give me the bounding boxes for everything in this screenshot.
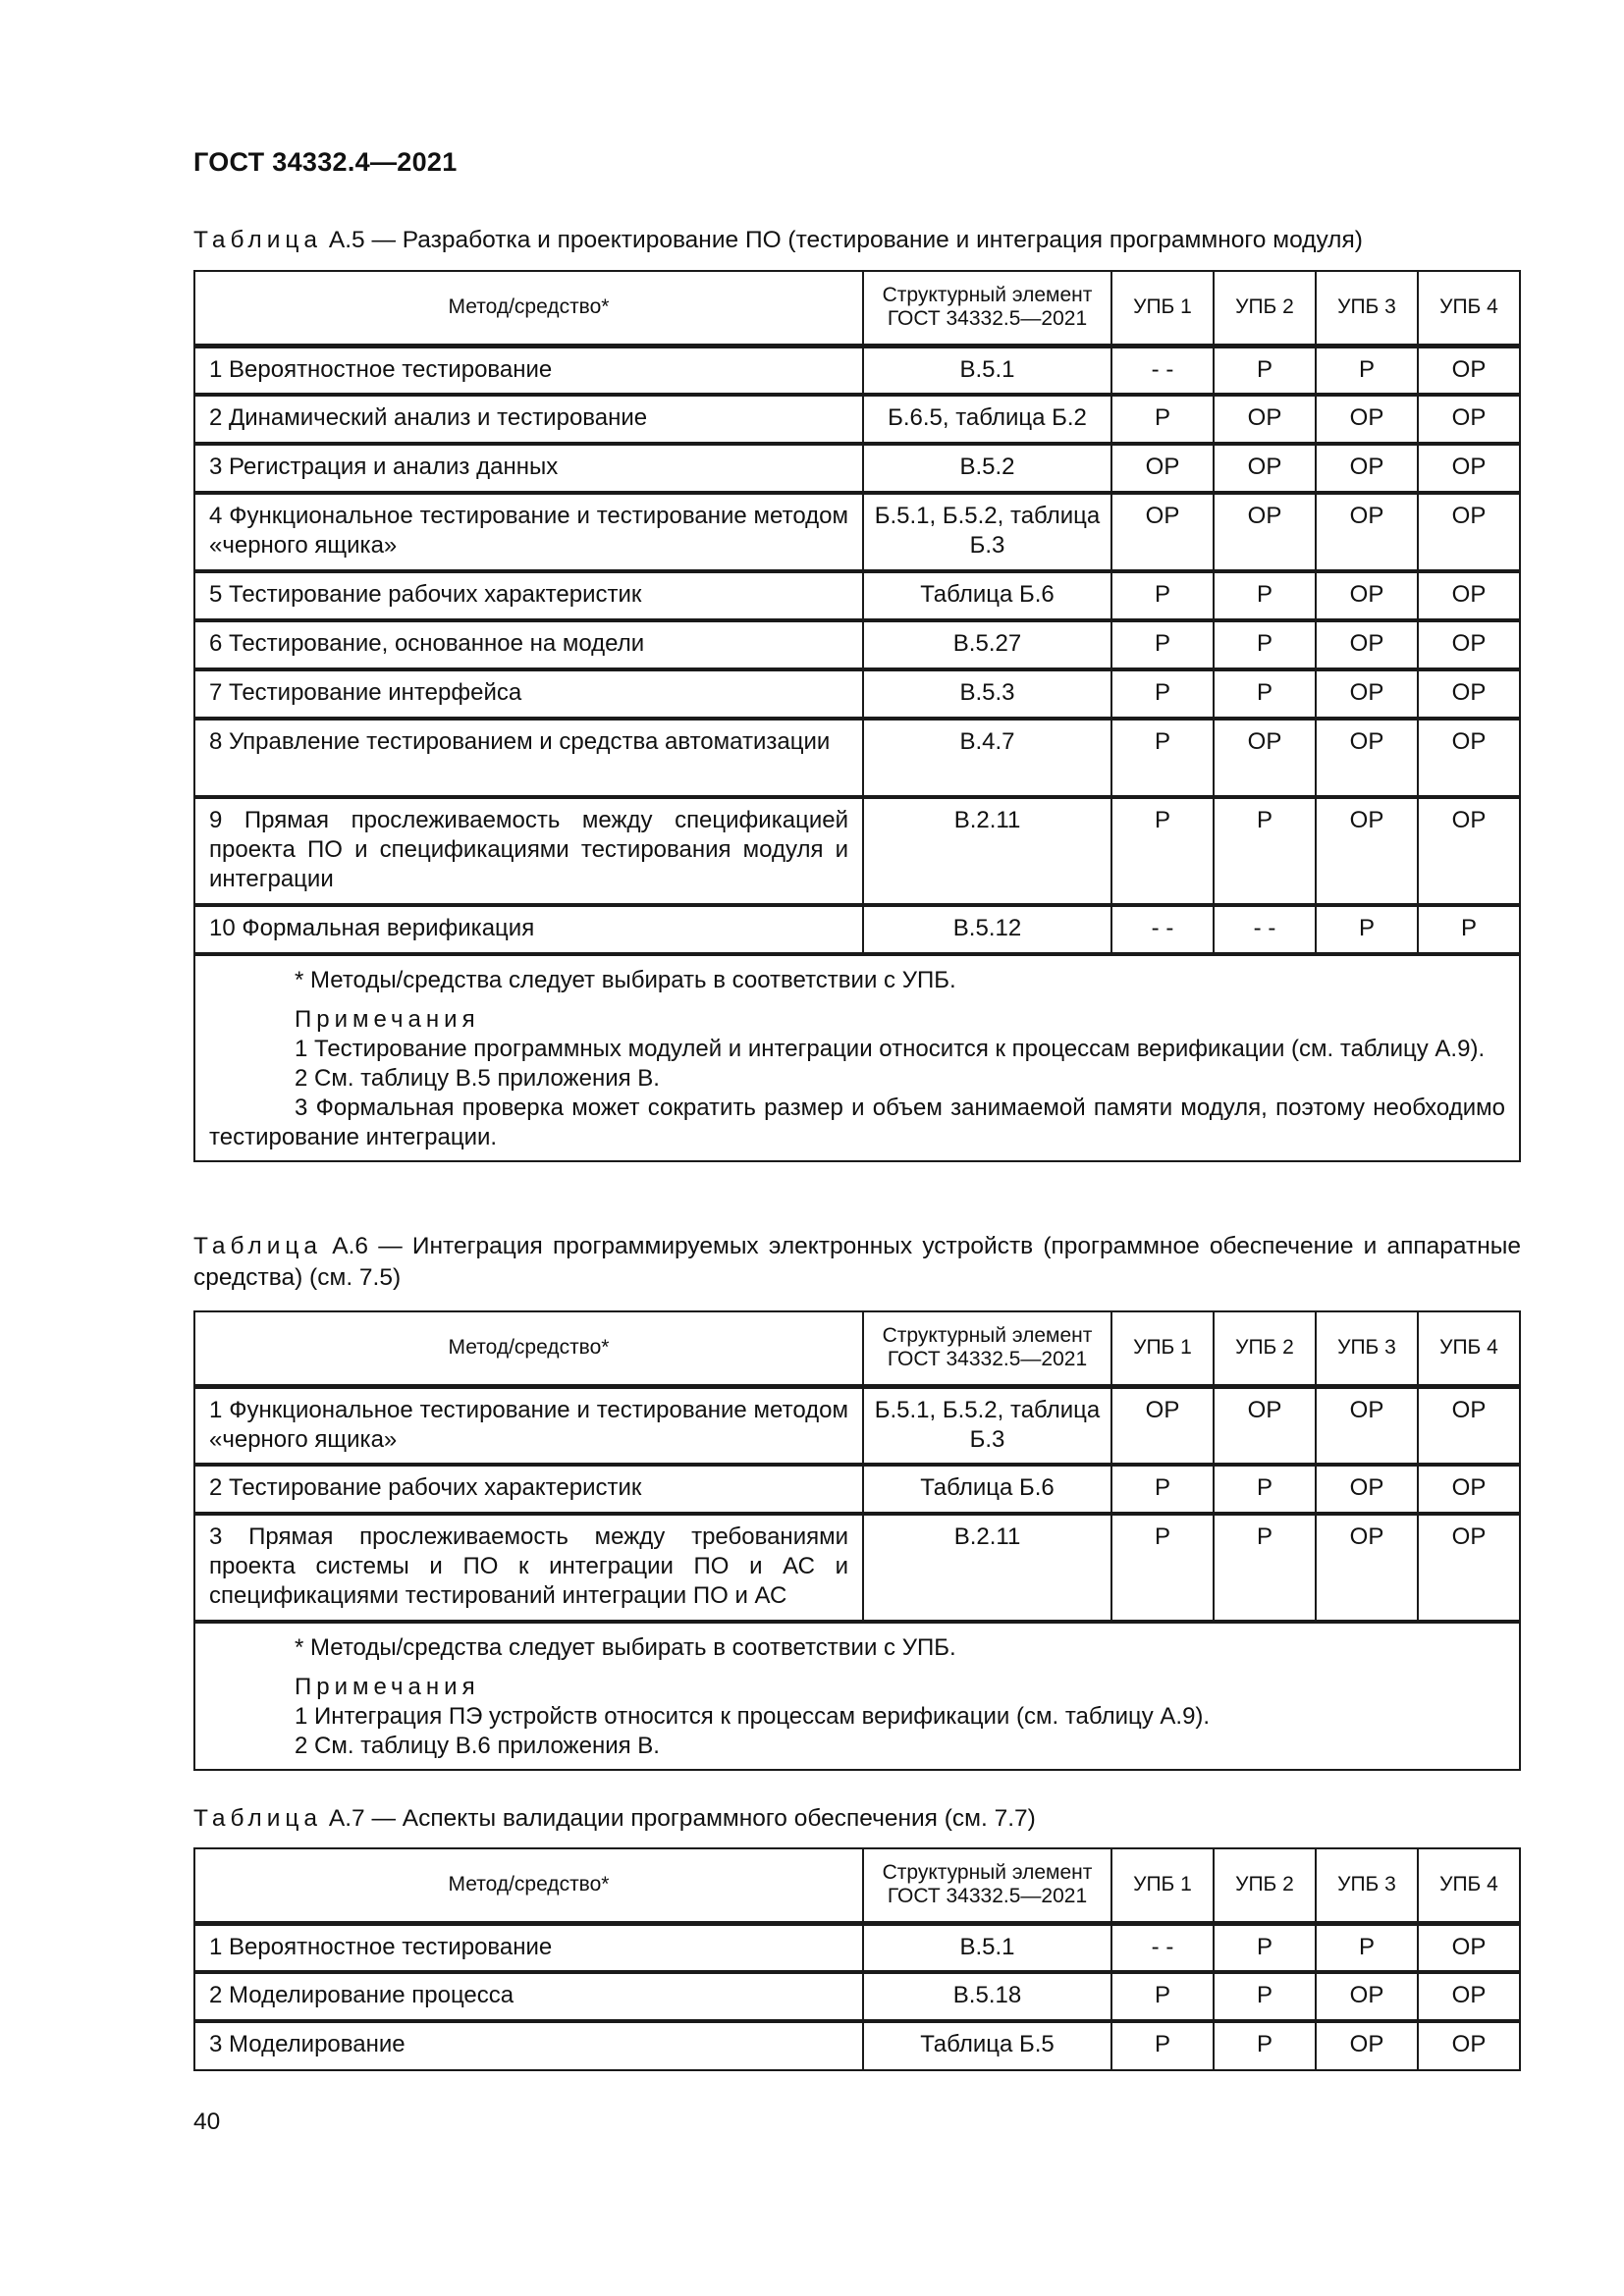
- cell-method: 2 Динамический анализ и тестирование: [194, 395, 863, 444]
- note-item: 3 Формальная проверка может сократить размер и объем занимаемой памяти модуля, поэтому необходимо тестирование интеграции.: [209, 1095, 1505, 1150]
- cell-method: 2 Моделирование процесса: [194, 1972, 863, 2021]
- table-a5-caption: [193, 225, 1521, 256]
- table-notes: [194, 954, 1520, 1161]
- table-notes-row: [194, 954, 1520, 1161]
- cell-upb1: Р: [1111, 1465, 1214, 1514]
- cell-method: 7 Тестирование интерфейса: [194, 669, 863, 719]
- cell-upb4: ОР: [1418, 620, 1520, 669]
- caption-word: Таблица: [193, 227, 323, 253]
- cell-method: 1 Функциональное тестирование и тестирование методом «черного ящика»: [194, 1386, 863, 1465]
- caption-text: А.7 — Аспекты валидации программного обеспечения (см. 7.7): [328, 1805, 1036, 1832]
- cell-upb4: ОР: [1418, 1465, 1520, 1514]
- caption-text: А.6 — Интеграция программируемых электронных устройств (программное обеспечение и аппаратные средства) (см. 7.5): [193, 1233, 1521, 1291]
- cell-upb1: ОР: [1111, 444, 1214, 493]
- table-row: [194, 2021, 1520, 2070]
- cell-upb3: ОР: [1316, 719, 1418, 797]
- cell-upb4: ОР: [1418, 669, 1520, 719]
- cell-method: 4 Функциональное тестирование и тестирование методом «черного ящика»: [194, 493, 863, 571]
- column-header-element: Структурный элемент ГОСТ 34332.5—2021: [863, 271, 1111, 346]
- column-header-upb2: УПБ 2: [1214, 1311, 1316, 1386]
- cell-upb3: ОР: [1316, 444, 1418, 493]
- cell-element: В.5.3: [863, 669, 1111, 719]
- notes-title: Примечания: [295, 1674, 480, 1700]
- cell-upb1: ОР: [1111, 1386, 1214, 1465]
- cell-upb4: ОР: [1418, 493, 1520, 571]
- table-a5: [193, 270, 1521, 1162]
- table-a6: [193, 1310, 1521, 1771]
- cell-upb3: ОР: [1316, 797, 1418, 905]
- table-row: [194, 620, 1520, 669]
- cell-method: 9 Прямая прослеживаемость между спецификацией проекта ПО и спецификациями тестирования модуля и интеграции: [194, 797, 863, 905]
- cell-upb4: ОР: [1418, 1514, 1520, 1622]
- cell-upb1: Р: [1111, 571, 1214, 620]
- cell-method: 1 Вероятностное тестирование: [194, 1923, 863, 1972]
- note-item: 2 См. таблицу В.6 приложения В.: [295, 1733, 660, 1759]
- cell-upb3: ОР: [1316, 620, 1418, 669]
- cell-upb3: ОР: [1316, 1972, 1418, 2021]
- cell-method: 1 Вероятностное тестирование: [194, 346, 863, 395]
- cell-method: 5 Тестирование рабочих характеристик: [194, 571, 863, 620]
- note-item: 2 См. таблицу В.5 приложения В.: [295, 1065, 660, 1092]
- cell-method: 8 Управление тестированием и средства автоматизации: [194, 719, 863, 797]
- table-row: [194, 1923, 1520, 1972]
- cell-upb2: ОР: [1214, 493, 1316, 571]
- column-header-upb1: УПБ 1: [1111, 271, 1214, 346]
- cell-upb2: Р: [1214, 1514, 1316, 1622]
- cell-method: 3 Моделирование: [194, 2021, 863, 2070]
- cell-element: Таблица Б.5: [863, 2021, 1111, 2070]
- cell-upb4: ОР: [1418, 1923, 1520, 1972]
- cell-upb1: - -: [1111, 905, 1214, 954]
- column-header-upb3: УПБ 3: [1316, 1848, 1418, 1923]
- cell-upb1: ОР: [1111, 493, 1214, 571]
- cell-upb1: Р: [1111, 1972, 1214, 2021]
- cell-element: В.5.27: [863, 620, 1111, 669]
- cell-upb1: Р: [1111, 669, 1214, 719]
- table-row: [194, 395, 1520, 444]
- cell-element: Б.5.1, Б.5.2, таблица Б.3: [863, 1386, 1111, 1465]
- cell-element: В.5.12: [863, 905, 1111, 954]
- cell-upb2: ОР: [1214, 719, 1316, 797]
- cell-element: В.4.7: [863, 719, 1111, 797]
- column-header-upb4: УПБ 4: [1418, 1311, 1520, 1386]
- cell-method: 2 Тестирование рабочих характеристик: [194, 1465, 863, 1514]
- cell-upb1: Р: [1111, 2021, 1214, 2070]
- cell-upb2: ОР: [1214, 1386, 1316, 1465]
- column-header-upb2: УПБ 2: [1214, 1848, 1316, 1923]
- cell-upb4: ОР: [1418, 719, 1520, 797]
- cell-element: В.5.1: [863, 1923, 1111, 1972]
- caption-text: А.5 — Разработка и проектирование ПО (тестирование и интеграция программного модуля): [328, 227, 1363, 253]
- table-row: [194, 1465, 1520, 1514]
- cell-upb2: Р: [1214, 669, 1316, 719]
- footnote: * Методы/средства следует выбирать в соответствии с УПБ.: [295, 1634, 956, 1661]
- column-header-method: Метод/средство*: [194, 1848, 863, 1923]
- cell-element: Таблица Б.6: [863, 571, 1111, 620]
- column-header-method: Метод/средство*: [194, 1311, 863, 1386]
- table-row: [194, 346, 1520, 395]
- cell-upb3: Р: [1316, 1923, 1418, 1972]
- cell-upb4: Р: [1418, 905, 1520, 954]
- cell-upb3: ОР: [1316, 1465, 1418, 1514]
- table-row: [194, 669, 1520, 719]
- cell-upb3: ОР: [1316, 1514, 1418, 1622]
- column-header-element: Структурный элемент ГОСТ 34332.5—2021: [863, 1848, 1111, 1923]
- cell-element: В.5.18: [863, 1972, 1111, 2021]
- cell-upb4: ОР: [1418, 2021, 1520, 2070]
- cell-element: В.5.2: [863, 444, 1111, 493]
- document-header: ГОСТ 34332.4—2021: [193, 147, 458, 177]
- cell-upb3: ОР: [1316, 493, 1418, 571]
- cell-upb2: Р: [1214, 2021, 1316, 2070]
- cell-upb1: Р: [1111, 395, 1214, 444]
- column-header-upb3: УПБ 3: [1316, 1311, 1418, 1386]
- cell-method: 3 Регистрация и анализ данных: [194, 444, 863, 493]
- table-a7-caption: [193, 1803, 1521, 1835]
- page-number: 40: [193, 2109, 221, 2135]
- cell-upb1: Р: [1111, 797, 1214, 905]
- cell-method: 10 Формальная верификация: [194, 905, 863, 954]
- column-header-method: Метод/средство*: [194, 271, 863, 346]
- cell-upb2: ОР: [1214, 444, 1316, 493]
- table-row: [194, 444, 1520, 493]
- cell-upb3: ОР: [1316, 2021, 1418, 2070]
- cell-upb3: Р: [1316, 346, 1418, 395]
- cell-element: Б.6.5, таблица Б.2: [863, 395, 1111, 444]
- cell-element: Таблица Б.6: [863, 1465, 1111, 1514]
- cell-upb3: Р: [1316, 905, 1418, 954]
- cell-element: Б.5.1, Б.5.2, таблица Б.3: [863, 493, 1111, 571]
- cell-upb1: Р: [1111, 719, 1214, 797]
- cell-upb2: Р: [1214, 1923, 1316, 1972]
- column-header-upb1: УПБ 1: [1111, 1848, 1214, 1923]
- cell-method: 6 Тестирование, основанное на модели: [194, 620, 863, 669]
- cell-upb4: ОР: [1418, 1972, 1520, 2021]
- notes-title: Примечания: [295, 1006, 480, 1033]
- note-item: 1 Тестирование программных модулей и интеграции относится к процессам верификации (см. таблицу А.9).: [295, 1036, 1486, 1062]
- cell-upb2: Р: [1214, 571, 1316, 620]
- cell-upb1: - -: [1111, 346, 1214, 395]
- table-row: [194, 571, 1520, 620]
- table-row: [194, 1386, 1520, 1465]
- cell-method: 3 Прямая прослеживаемость между требованиями проекта системы и ПО к интеграции ПО и АС и спецификациями тестирований интеграции ПО и АС: [194, 1514, 863, 1622]
- cell-upb4: ОР: [1418, 444, 1520, 493]
- cell-upb2: - -: [1214, 905, 1316, 954]
- table-row: [194, 1972, 1520, 2021]
- caption-word: Таблица: [193, 1233, 323, 1259]
- table-header-row: [194, 1848, 1520, 1923]
- column-header-upb4: УПБ 4: [1418, 271, 1520, 346]
- table-row: [194, 493, 1520, 571]
- cell-upb1: Р: [1111, 1514, 1214, 1622]
- table-a6-caption: [193, 1231, 1521, 1294]
- cell-upb2: Р: [1214, 620, 1316, 669]
- cell-upb3: ОР: [1316, 395, 1418, 444]
- footnote: * Методы/средства следует выбирать в соответствии с УПБ.: [295, 967, 956, 993]
- cell-upb2: Р: [1214, 1972, 1316, 2021]
- table-header-row: [194, 271, 1520, 346]
- table-row: [194, 797, 1520, 905]
- cell-upb4: ОР: [1418, 1386, 1520, 1465]
- cell-upb3: ОР: [1316, 571, 1418, 620]
- cell-upb2: Р: [1214, 1465, 1316, 1514]
- table-header-row: [194, 1311, 1520, 1386]
- note-item: 1 Интеграция ПЭ устройств относится к процессам верификации (см. таблицу А.9).: [295, 1703, 1211, 1730]
- cell-upb1: - -: [1111, 1923, 1214, 1972]
- table-row: [194, 905, 1520, 954]
- table-row: [194, 1514, 1520, 1622]
- column-header-upb3: УПБ 3: [1316, 271, 1418, 346]
- column-header-upb4: УПБ 4: [1418, 1848, 1520, 1923]
- cell-element: В.2.11: [863, 797, 1111, 905]
- cell-upb2: Р: [1214, 797, 1316, 905]
- cell-upb4: ОР: [1418, 346, 1520, 395]
- cell-upb2: ОР: [1214, 395, 1316, 444]
- table-a7: [193, 1847, 1521, 2071]
- column-header-element: Структурный элемент ГОСТ 34332.5—2021: [863, 1311, 1111, 1386]
- cell-element: В.2.11: [863, 1514, 1111, 1622]
- caption-word: Таблица: [193, 1805, 323, 1832]
- cell-upb4: ОР: [1418, 395, 1520, 444]
- cell-upb3: ОР: [1316, 1386, 1418, 1465]
- cell-element: В.5.1: [863, 346, 1111, 395]
- table-row: [194, 719, 1520, 797]
- cell-upb2: Р: [1214, 346, 1316, 395]
- cell-upb3: ОР: [1316, 669, 1418, 719]
- column-header-upb2: УПБ 2: [1214, 271, 1316, 346]
- cell-upb1: Р: [1111, 620, 1214, 669]
- cell-upb4: ОР: [1418, 571, 1520, 620]
- table-notes: [194, 1622, 1520, 1770]
- table-notes-row: [194, 1622, 1520, 1770]
- column-header-upb1: УПБ 1: [1111, 1311, 1214, 1386]
- cell-upb4: ОР: [1418, 797, 1520, 905]
